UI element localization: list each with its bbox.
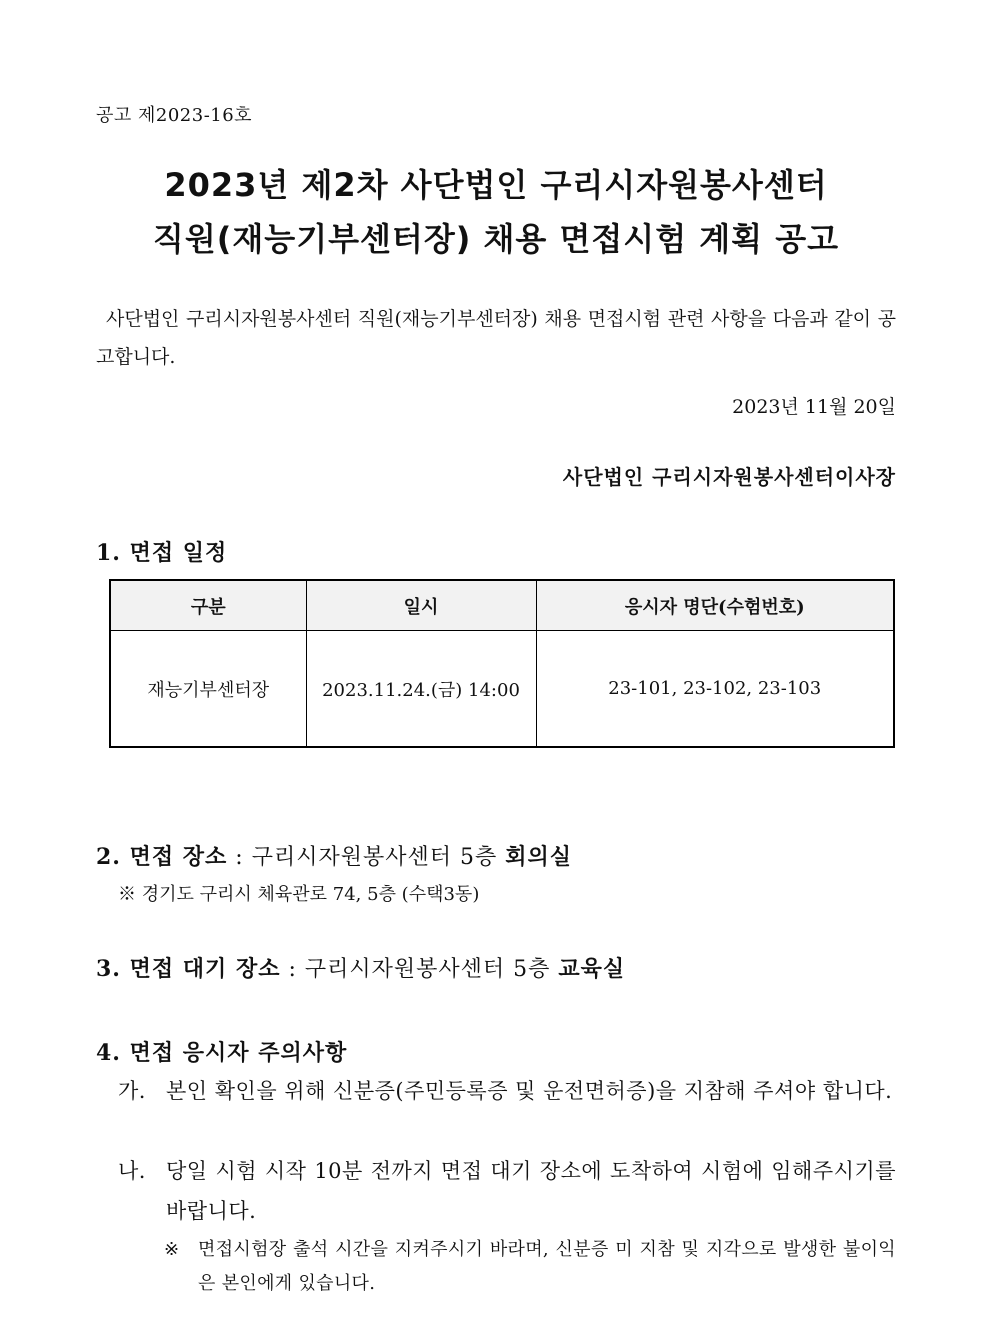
section-interview-location [96,840,572,871]
table-row [110,631,894,748]
table-cell-category: 재능기부센터장 [110,631,306,748]
title-line-1: 2023년 제2차 사단법인 구리시자원봉사센터 [164,166,828,204]
table-header-applicants: 응시자 명단(수험번호) [536,580,894,631]
section-waiting-location-heading: 3. 면접 대기 장소 [96,956,281,982]
section-waiting-location [96,952,625,983]
penalty-note [164,1233,896,1301]
intro-paragraph: 사단법인 구리시자원봉사센터 직원(재능기부센터장) 채용 면접시험 관련 사항을 다음과 같이 공고합니다. [96,308,896,368]
list-item [118,1071,896,1111]
interview-room: 회의실 [505,844,572,870]
list-item-marker: 나. [118,1159,146,1183]
notice-number: 공고 제2023-16호 [96,105,253,126]
table-header-datetime: 일시 [306,580,536,631]
waiting-location-value: 구리시자원봉사센터 5층 [304,957,559,982]
table-cell-applicants: 23-101, 23-102, 23-103 [536,631,894,748]
table-header-row [110,580,894,631]
announcement-date: 2023년 11월 20일 [732,396,896,418]
waiting-room: 교육실 [558,956,626,982]
separator: : [280,957,305,982]
list-item-text: 본인 확인을 위해 신분증(주민등록증 및 운전면허증)을 지참해 주셔야 합니다. [166,1079,893,1103]
organization-signature: 사단법인 구리시자원봉사센터이사장 [562,465,896,489]
list-item-marker: 가. [118,1079,146,1103]
location-address-note: ※ 경기도 구리시 체육관로 74, 5층 (수택3동) [118,884,480,905]
interview-location-value: 구리시자원봉사센터 5층 [251,845,506,870]
table-header-category: 구분 [110,580,306,631]
separator: : [227,845,252,870]
list-item-text: 당일 시험 시작 10분 전까지 면접 대기 장소에 도착하여 시험에 임해주시기를 바랍니다. [166,1159,896,1223]
section-interview-location-heading: 2. 면접 장소 [96,844,228,870]
section-interview-schedule-heading: 1. 면접 일정 [96,540,228,566]
note-marker: ※ [164,1239,180,1260]
list-item [118,1151,896,1231]
title-line-2: 직원(재능기부센터장) 채용 면접시험 계획 공고 [152,220,840,258]
interview-schedule-table [109,579,895,748]
table-cell-datetime: 2023.11.24.(금) 14:00 [306,631,536,748]
section-applicant-notes-heading: 4. 면접 응시자 주의사항 [96,1040,348,1066]
note-text: 면접시험장 출석 시간을 지켜주시기 바라며, 신분증 미 지참 및 지각으로 발생한 불이익은 본인에게 있습니다. [198,1239,896,1294]
